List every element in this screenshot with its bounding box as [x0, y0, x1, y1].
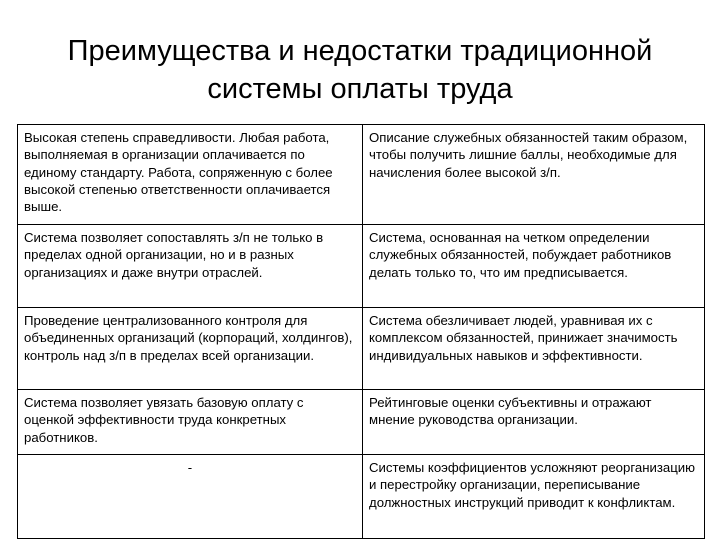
slide-title: [20, 32, 700, 108]
table-row: [18, 455, 705, 539]
advantage-cell: Высокая степень справедливости. Любая работа, выполняемая в организации оплачивается по единому стандарту. Работа, сопряженную с более высокой степенью ответственности оплачивается выше.: [18, 125, 363, 225]
disadvantage-cell: Описание служебных обязанностей таким образом, чтобы получить лишние баллы, необходимые для начисления более высокой з/п.: [363, 125, 705, 225]
table-row: [18, 225, 705, 308]
disadvantage-cell: Система обезличивает людей, уравнивая их с комплексом обязанностей, принижает значимость индивидуальных навыков и эффективности.: [363, 308, 705, 390]
disadvantage-cell: Система, основанная на четком определении служебных обязанностей, побуждает работников делать только то, что им предписывается.: [363, 225, 705, 308]
slide-title-line-2: системы оплаты труда: [207, 73, 513, 105]
table-row: [18, 390, 705, 455]
disadvantage-cell: Рейтинговые оценки субъективны и отражают мнение руководства организации.: [363, 390, 705, 455]
advantage-cell: -: [18, 455, 363, 539]
table-row: [18, 125, 705, 225]
table-row: [18, 308, 705, 390]
advantage-cell: Система позволяет сопоставлять з/п не только в пределах одной организации, но и в разных организациях и даже внутри отраслей.: [18, 225, 363, 308]
comparison-table: [17, 124, 705, 539]
advantage-cell: Система позволяет увязать базовую оплату с оценкой эффективности труда конкретных работников.: [18, 390, 363, 455]
slide-title-line-1: Преимущества и недостатки традиционной: [67, 35, 653, 67]
advantage-cell: Проведение централизованного контроля для объединенных организаций (корпораций, холдингов), контроль над з/п в пределах всей организации.: [18, 308, 363, 390]
disadvantage-cell: Системы коэффициентов усложняют реорганизацию и перестройку организации, переписывание должностных инструкций приводит к конфликтам.: [363, 455, 705, 539]
